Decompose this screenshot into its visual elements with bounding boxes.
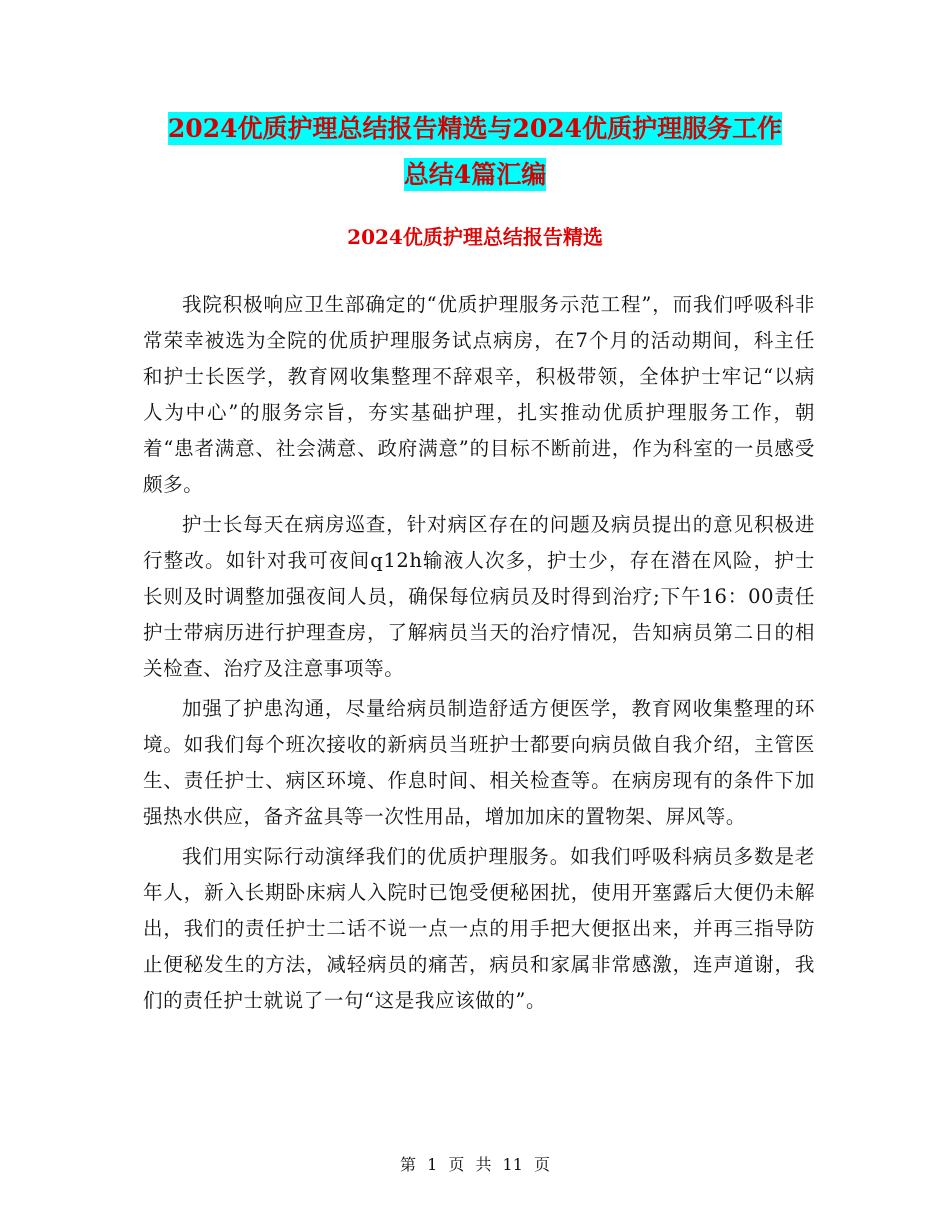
document-title-line-2: 总结4篇汇编 <box>403 160 547 189</box>
paragraph-2: 护士长每天在病房巡查，针对病区存在的问题及病员提出的意见积极进行整改。如针对我可夜间q12h输液人次多，护士少，存在潜在风险，护士长则及时调整加强夜间人员，确保每位病员及时得到治疗;下午16：00责任护士带病历进行护理查房，了解病员当天的治疗情况，告知病员第二日的相关检查、治疗及注意事项等。 <box>143 513 815 680</box>
section-title: 2024优质护理总结报告精选 <box>347 225 603 249</box>
document-title-line-1: 2024优质护理总结报告精选与2024优质护理服务工作 <box>167 114 783 143</box>
page-footer: 第 1 页 共 11 页 <box>400 1155 550 1174</box>
document-title <box>0 106 950 198</box>
paragraph-3: 加强了护患沟通，尽量给病员制造舒适方便医学，教育网收集整理的环境。如我们每个班次接收的新病员当班护士都要向病员做自我介绍，主管医生、责任护士、病区环境、作息时间、相关检查等。在病房现有的条件下加强热水供应，备齐盆具等一次性用品，增加加床的置物架、屏风等。 <box>143 697 815 828</box>
paragraph-4: 我们用实际行动演绎我们的优质护理服务。如我们呼吸科病员多数是老年人，新入长期卧床病人入院时已饱受便秘困扰，使用开塞露后大便仍未解出，我们的责任护士二话不说一点一点的用手把大便抠出来，并再三指导防止便秘发生的方法，减轻病员的痛苦，病员和家属非常感激，连声道谢，我们的责任护士就说了一句“这是我应该做的”。 <box>143 845 815 1012</box>
paragraph-1: 我院积极响应卫生部确定的“优质护理服务示范工程”，而我们呼吸科非常荣幸被选为全院的优质护理服务试点病房，在7个月的活动期间，科主任和护士长医学，教育网收集整理不辞艰辛，积极带领，全体护士牢记“以病人为中心”的服务宗旨，夯实基础护理，扎实推动优质护理服务工作，朝着“患者满意、社会满意、政府满意”的目标不断前进，作为科室的一员感受颇多。 <box>143 293 815 496</box>
body-text <box>143 287 815 1023</box>
